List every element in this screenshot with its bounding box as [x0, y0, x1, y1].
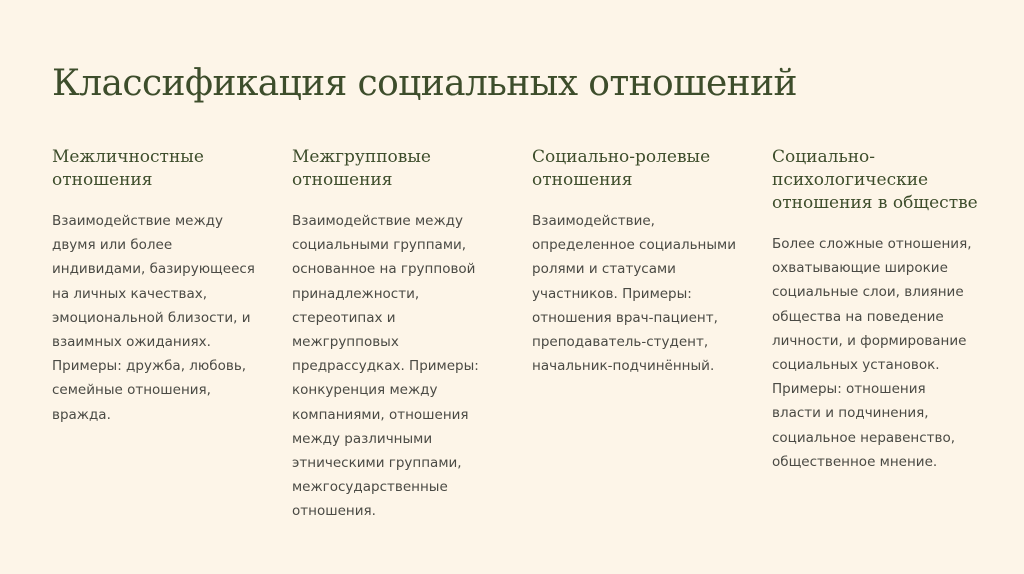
- column-socio-psychological: [772, 146, 984, 474]
- column-heading: Межгрупповые отношения: [292, 147, 431, 190]
- column-body: Взаимодействие, определенное социальными ролями и статусами участников. Примеры: отношения врач-пациент, преподаватель-студент, начальник-подчинённый.: [532, 213, 736, 375]
- column-heading: Социально- психологические отношения в обществе: [772, 147, 978, 213]
- column-body: Более сложные отношения, охватывающие широкие социальные слои, влияние общества на поведение личности, и формирование социальных установок. Примеры: отношения власти и подчинения, социальное неравенство, общественное мнение.: [772, 236, 972, 470]
- column-heading: Межличностные отношения: [52, 147, 204, 190]
- column-interpersonal: [52, 146, 272, 427]
- column-social-role: [532, 146, 752, 378]
- column-body: Взаимодействие между социальными группами, основанное на групповой принадлежности, стереотипах и межгрупповых предрассудках. Примеры: конкуренция между компаниями, отношения между различными этническими группами, межгосударственные отношения.: [292, 213, 479, 520]
- column-body: Взаимодействие между двумя или более индивидами, базирующееся на личных качествах, эмоциональной близости, и взаимных ожиданиях. Примеры: дружба, любовь, семейные отношения, вражда.: [52, 213, 255, 423]
- column-heading: Социально-ролевые отношения: [532, 147, 711, 190]
- columns-container: [52, 146, 1012, 566]
- slide-title: Классификация социальных отношений: [52, 63, 797, 104]
- column-intergroup: [292, 146, 512, 524]
